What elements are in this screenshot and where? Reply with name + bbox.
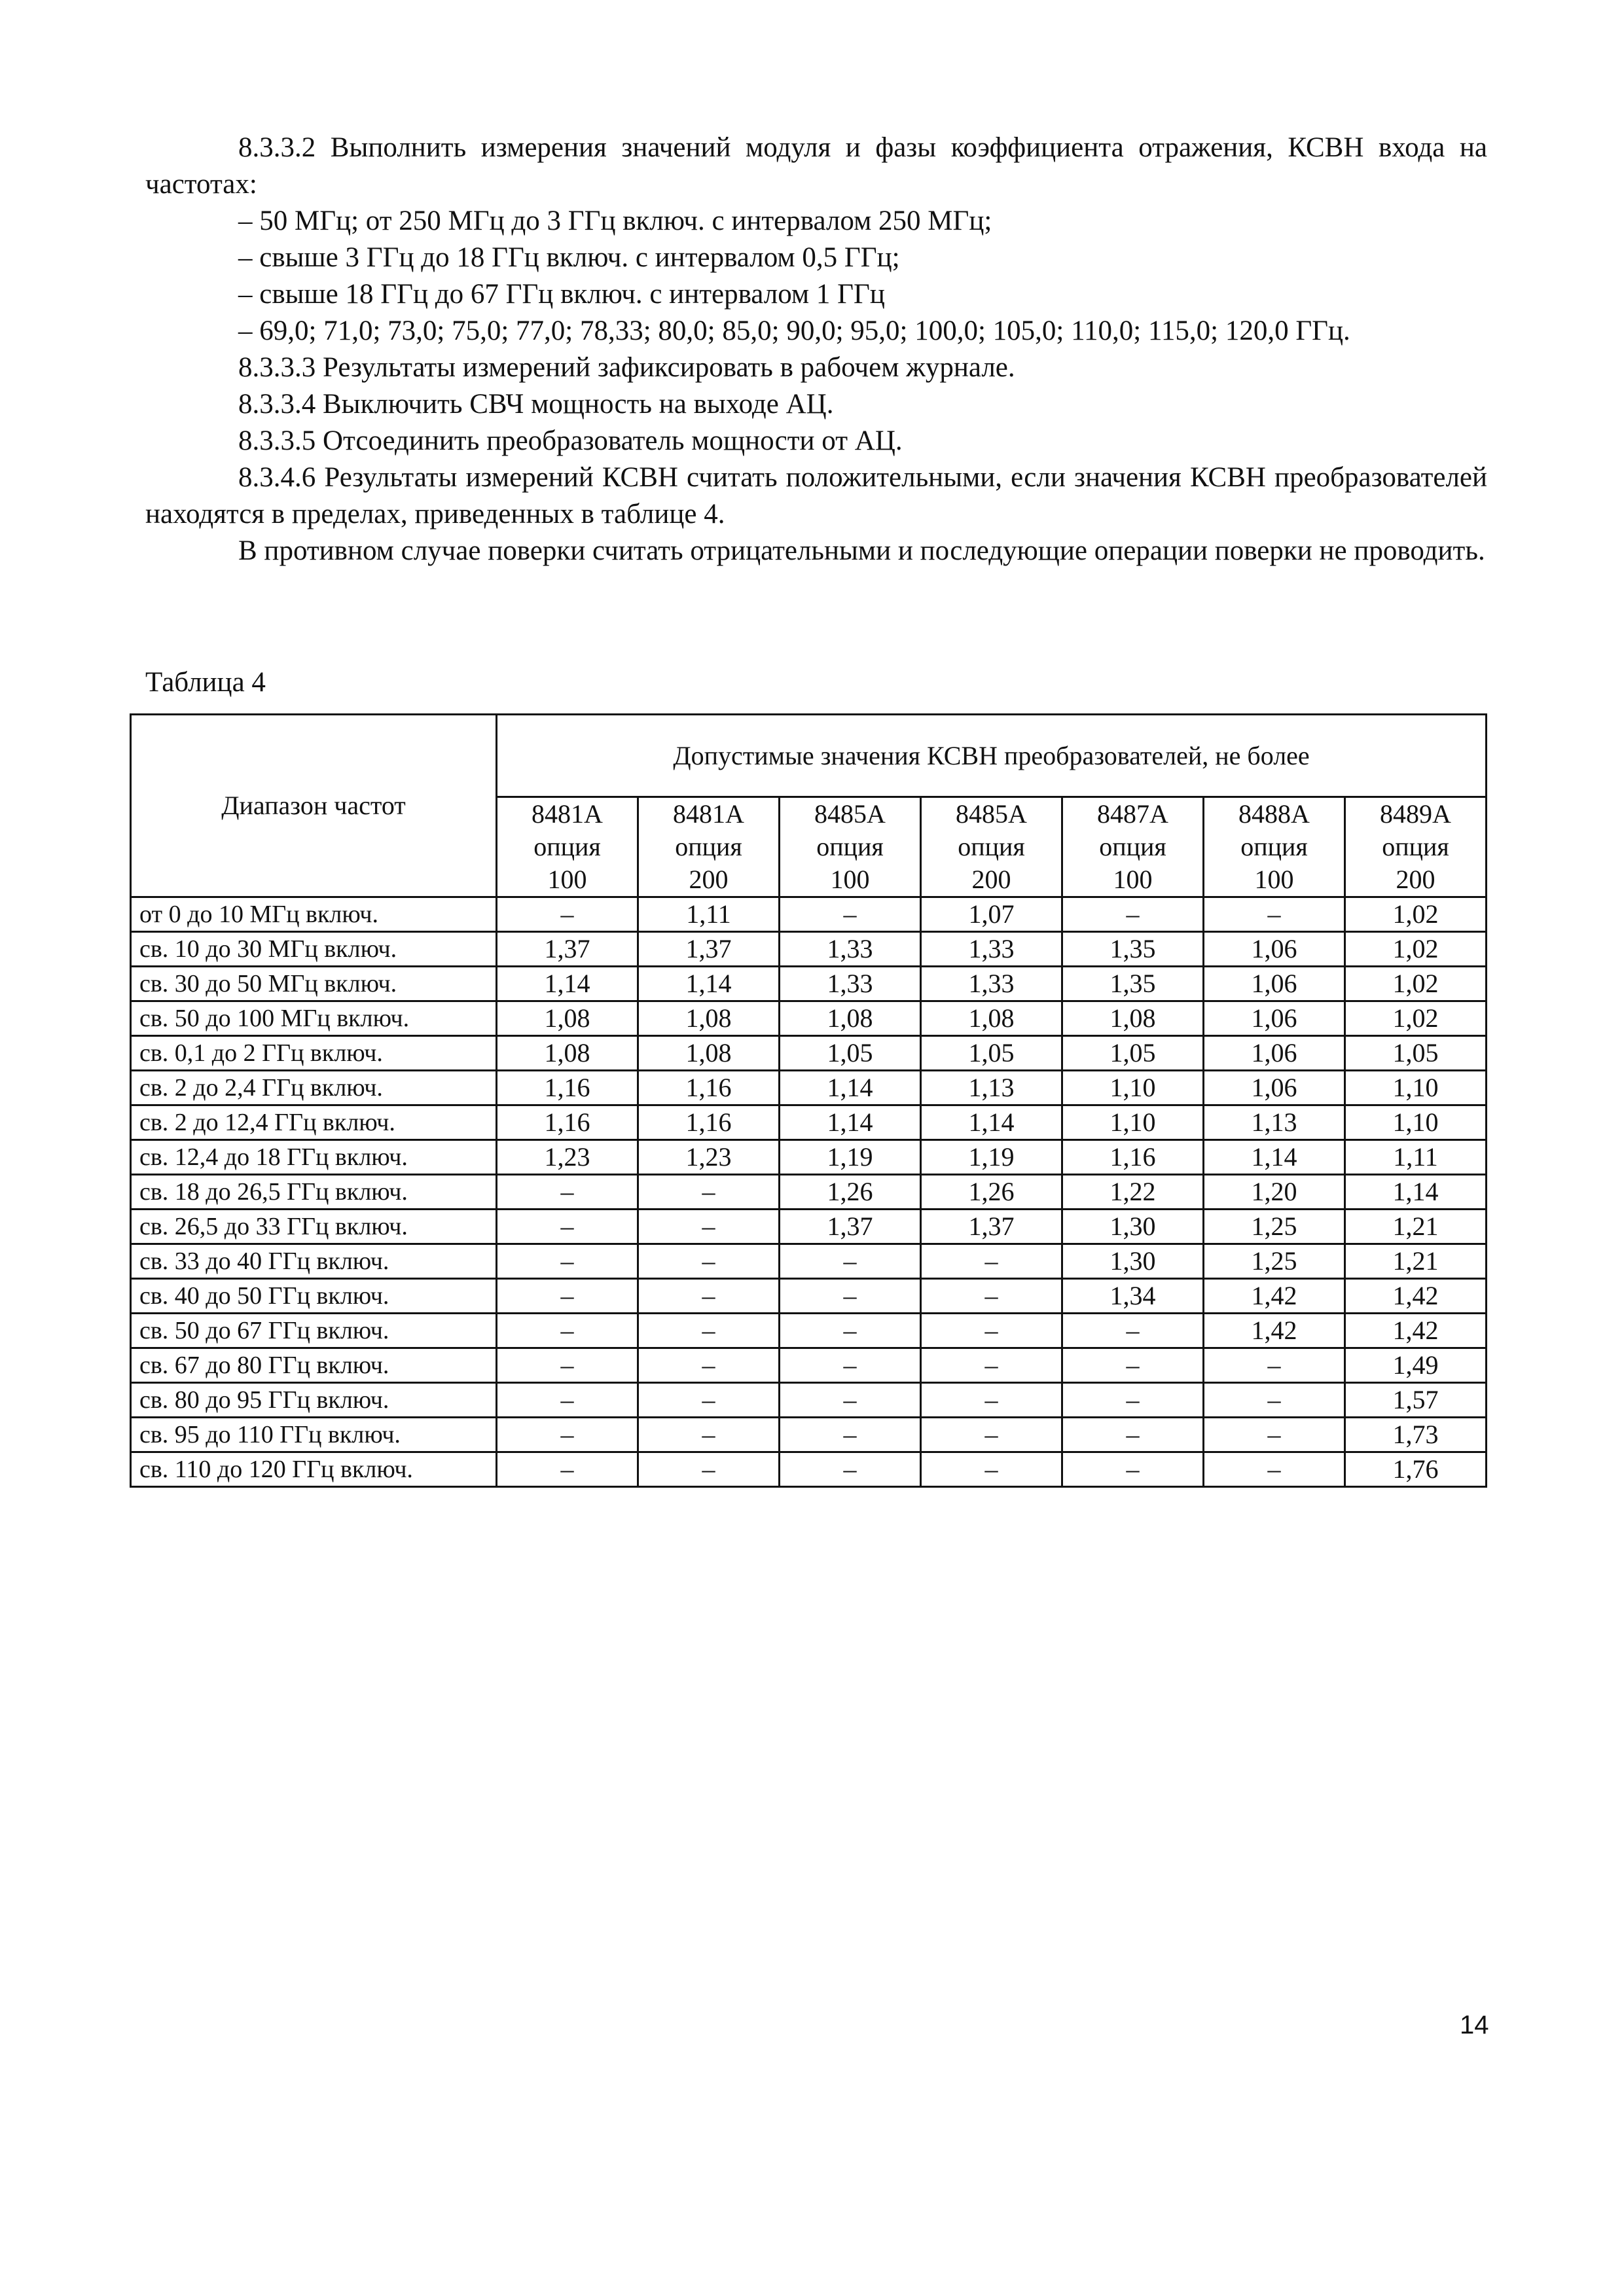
value-cell: 1,16 xyxy=(497,1105,638,1140)
list-item-2: – свыше 3 ГГц до 18 ГГц включ. с интервалом 0,5 ГГц; xyxy=(238,242,900,273)
model-header-option: опция xyxy=(1382,832,1449,861)
value-cell: – xyxy=(638,1279,780,1314)
range-cell: св. 110 до 120 ГГц включ. xyxy=(131,1452,497,1487)
range-column-header: Диапазон частот xyxy=(131,715,497,897)
table-row xyxy=(131,897,1487,932)
value-cell: 1,14 xyxy=(921,1105,1062,1140)
model-header xyxy=(1345,797,1487,897)
value-cell: – xyxy=(497,1210,638,1244)
value-cell: – xyxy=(780,1279,921,1314)
value-cell: 1,06 xyxy=(1204,1036,1345,1071)
value-cell: 1,13 xyxy=(921,1071,1062,1105)
value-cell: – xyxy=(780,1452,921,1487)
model-header xyxy=(638,797,780,897)
value-cell: 1,21 xyxy=(1345,1244,1487,1279)
range-cell: св. 40 до 50 ГГц включ. xyxy=(131,1279,497,1314)
list-item-3: – свыше 18 ГГц до 67 ГГц включ. с интервалом 1 ГГц xyxy=(238,279,885,310)
value-cell: 1,33 xyxy=(921,932,1062,967)
value-cell: – xyxy=(638,1314,780,1348)
list-item-1: – 50 МГц; от 250 МГц до 3 ГГц включ. с интервалом 250 МГц; xyxy=(238,206,992,236)
value-cell: 1,23 xyxy=(497,1140,638,1175)
value-cell: 1,42 xyxy=(1204,1314,1345,1348)
value-cell: 1,37 xyxy=(780,1210,921,1244)
paragraph-8-3-3-5: 8.3.3.5 Отсоединить преобразователь мощности от АЦ. xyxy=(238,425,903,456)
model-header-name: 8487A xyxy=(1097,799,1168,829)
value-cell: 1,37 xyxy=(638,932,780,967)
paragraph-8-3-3-4: 8.3.3.4 Выключить СВЧ мощность на выходе АЦ. xyxy=(238,389,834,420)
range-cell: св. 33 до 40 ГГц включ. xyxy=(131,1244,497,1279)
vswr-table xyxy=(130,713,1487,1488)
group-header: Допустимые значения КСВН преобразователей, не более xyxy=(497,715,1487,797)
value-cell: 1,19 xyxy=(921,1140,1062,1175)
value-cell: – xyxy=(497,1383,638,1418)
range-cell: св. 80 до 95 ГГц включ. xyxy=(131,1383,497,1418)
value-cell: 1,16 xyxy=(497,1071,638,1105)
value-cell: 1,30 xyxy=(1062,1210,1204,1244)
value-cell: – xyxy=(780,1383,921,1418)
value-cell: 1,05 xyxy=(921,1036,1062,1071)
value-cell: 1,42 xyxy=(1204,1279,1345,1314)
value-cell: 1,49 xyxy=(1345,1348,1487,1383)
value-cell: 1,73 xyxy=(1345,1418,1487,1452)
value-cell: – xyxy=(921,1244,1062,1279)
range-cell: св. 12,4 до 18 ГГц включ. xyxy=(131,1140,497,1175)
value-cell: – xyxy=(780,1314,921,1348)
value-cell: 1,14 xyxy=(497,967,638,1001)
range-cell: св. 0,1 до 2 ГГц включ. xyxy=(131,1036,497,1071)
value-cell: – xyxy=(497,1314,638,1348)
range-cell: св. 10 до 30 МГц включ. xyxy=(131,932,497,967)
model-header-name: 8488A xyxy=(1238,799,1310,829)
model-header xyxy=(921,797,1062,897)
value-cell: 1,16 xyxy=(638,1105,780,1140)
value-cell: – xyxy=(780,1418,921,1452)
model-header-name: 8485A xyxy=(814,799,886,829)
table-row xyxy=(131,1140,1487,1175)
value-cell: – xyxy=(497,1244,638,1279)
value-cell: 1,33 xyxy=(780,967,921,1001)
value-cell: – xyxy=(1062,1452,1204,1487)
value-cell: – xyxy=(497,1279,638,1314)
value-cell: 1,11 xyxy=(1345,1140,1487,1175)
value-cell: 1,08 xyxy=(497,1036,638,1071)
value-cell: 1,10 xyxy=(1062,1071,1204,1105)
range-cell: св. 95 до 110 ГГц включ. xyxy=(131,1418,497,1452)
value-cell: 1,08 xyxy=(638,1001,780,1036)
value-cell: 1,14 xyxy=(780,1105,921,1140)
model-header-code: 100 xyxy=(1113,865,1153,894)
value-cell: – xyxy=(638,1348,780,1383)
value-cell: – xyxy=(1062,1383,1204,1418)
table-row xyxy=(131,967,1487,1001)
body-text xyxy=(145,130,1487,569)
value-cell: 1,05 xyxy=(780,1036,921,1071)
value-cell: – xyxy=(638,1210,780,1244)
model-header-name: 8485A xyxy=(956,799,1027,829)
table-row xyxy=(131,1348,1487,1383)
value-cell: 1,37 xyxy=(497,932,638,967)
table-row xyxy=(131,1314,1487,1348)
table-row xyxy=(131,1279,1487,1314)
value-cell: 1,16 xyxy=(1062,1140,1204,1175)
value-cell: 1,02 xyxy=(1345,932,1487,967)
value-cell: – xyxy=(1062,1348,1204,1383)
value-cell: 1,14 xyxy=(638,967,780,1001)
page-number: 14 xyxy=(1460,2011,1489,2039)
value-cell: – xyxy=(638,1175,780,1210)
value-cell: 1,14 xyxy=(1345,1175,1487,1210)
range-cell: св. 2 до 2,4 ГГц включ. xyxy=(131,1071,497,1105)
value-cell: 1,34 xyxy=(1062,1279,1204,1314)
value-cell: – xyxy=(1204,897,1345,932)
table-row xyxy=(131,1105,1487,1140)
value-cell: 1,05 xyxy=(1345,1036,1487,1071)
model-header-code: 100 xyxy=(1254,865,1294,894)
table-row xyxy=(131,1001,1487,1036)
paragraph-8-3-3-2: 8.3.3.2 Выполнить измерения значений модуля и фазы коэффициента отражения, КСВН входа на частотах: xyxy=(145,132,1487,200)
value-cell: – xyxy=(497,1175,638,1210)
value-cell: – xyxy=(497,1348,638,1383)
model-header-option: опция xyxy=(675,832,742,861)
model-header-option: опция xyxy=(1240,832,1308,861)
model-header-code: 100 xyxy=(830,865,870,894)
model-header-name: 8481A xyxy=(532,799,603,829)
value-cell: 1,13 xyxy=(1204,1105,1345,1140)
value-cell: 1,30 xyxy=(1062,1244,1204,1279)
table-row xyxy=(131,1244,1487,1279)
paragraph-8-3-4-6: 8.3.4.6 Результаты измерений КСВН считать положительными, если значения КСВН преобразователей находятся в пределах, приведенных в таблице 4. xyxy=(145,462,1487,529)
table-row xyxy=(131,1418,1487,1452)
model-header-code: 200 xyxy=(1396,865,1435,894)
range-cell: св. 50 до 67 ГГц включ. xyxy=(131,1314,497,1348)
range-cell: св. 67 до 80 ГГц включ. xyxy=(131,1348,497,1383)
value-cell: 1,08 xyxy=(497,1001,638,1036)
value-cell: – xyxy=(497,1418,638,1452)
value-cell: 1,07 xyxy=(921,897,1062,932)
value-cell: 1,76 xyxy=(1345,1452,1487,1487)
value-cell: 1,35 xyxy=(1062,932,1204,967)
value-cell: 1,33 xyxy=(780,932,921,967)
value-cell: 1,06 xyxy=(1204,1001,1345,1036)
value-cell: 1,02 xyxy=(1345,1001,1487,1036)
value-cell: – xyxy=(921,1348,1062,1383)
table-row xyxy=(131,1383,1487,1418)
value-cell: – xyxy=(1062,897,1204,932)
value-cell: 1,23 xyxy=(638,1140,780,1175)
paragraph-otherwise: В противном случае поверки считать отрицательными и последующие операции поверки не проводить. xyxy=(238,535,1485,566)
value-cell: – xyxy=(1204,1348,1345,1383)
value-cell: – xyxy=(921,1314,1062,1348)
model-header-option: опция xyxy=(958,832,1025,861)
value-cell: 1,06 xyxy=(1204,967,1345,1001)
value-cell: – xyxy=(1062,1314,1204,1348)
model-header-option: опция xyxy=(533,832,601,861)
table-row xyxy=(131,1036,1487,1071)
value-cell: – xyxy=(1062,1418,1204,1452)
value-cell: 1,05 xyxy=(1062,1036,1204,1071)
value-cell: 1,10 xyxy=(1062,1105,1204,1140)
value-cell: 1,02 xyxy=(1345,967,1487,1001)
table-row xyxy=(131,1452,1487,1487)
value-cell: – xyxy=(1204,1383,1345,1418)
value-cell: – xyxy=(638,1418,780,1452)
range-cell: св. 30 до 50 МГц включ. xyxy=(131,967,497,1001)
value-cell: 1,10 xyxy=(1345,1105,1487,1140)
value-cell: – xyxy=(638,1452,780,1487)
range-cell: от 0 до 10 МГц включ. xyxy=(131,897,497,932)
value-cell: – xyxy=(638,1244,780,1279)
model-header-name: 8489A xyxy=(1380,799,1451,829)
model-header-option: опция xyxy=(1099,832,1166,861)
value-cell: 1,02 xyxy=(1345,897,1487,932)
range-cell: св. 26,5 до 33 ГГц включ. xyxy=(131,1210,497,1244)
model-header xyxy=(1204,797,1345,897)
table-row xyxy=(131,932,1487,967)
value-cell: 1,08 xyxy=(1062,1001,1204,1036)
value-cell: 1,08 xyxy=(921,1001,1062,1036)
model-header-code: 200 xyxy=(971,865,1011,894)
model-header-name: 8481A xyxy=(673,799,744,829)
value-cell: – xyxy=(921,1418,1062,1452)
value-cell: 1,57 xyxy=(1345,1383,1487,1418)
value-cell: 1,25 xyxy=(1204,1244,1345,1279)
value-cell: – xyxy=(1204,1452,1345,1487)
value-cell: – xyxy=(921,1279,1062,1314)
value-cell: 1,26 xyxy=(780,1175,921,1210)
value-cell: 1,22 xyxy=(1062,1175,1204,1210)
table-row xyxy=(131,1210,1487,1244)
value-cell: – xyxy=(780,1244,921,1279)
value-cell: 1,11 xyxy=(638,897,780,932)
range-cell: св. 50 до 100 МГц включ. xyxy=(131,1001,497,1036)
value-cell: – xyxy=(1204,1418,1345,1452)
range-cell: св. 2 до 12,4 ГГц включ. xyxy=(131,1105,497,1140)
value-cell: – xyxy=(780,897,921,932)
value-cell: 1,08 xyxy=(638,1036,780,1071)
value-cell: – xyxy=(497,1452,638,1487)
value-cell: 1,33 xyxy=(921,967,1062,1001)
value-cell: – xyxy=(780,1348,921,1383)
value-cell: – xyxy=(921,1452,1062,1487)
table-row xyxy=(131,1175,1487,1210)
value-cell: – xyxy=(921,1383,1062,1418)
list-item-4: – 69,0; 71,0; 73,0; 75,0; 77,0; 78,33; 80,0; 85,0; 90,0; 95,0; 100,0; 105,0; 110,0; 115,0; 120,0 ГГц. xyxy=(238,315,1350,346)
value-cell: 1,19 xyxy=(780,1140,921,1175)
model-header-option: опция xyxy=(816,832,884,861)
model-header xyxy=(497,797,638,897)
model-header xyxy=(1062,797,1204,897)
value-cell: – xyxy=(497,897,638,932)
table-caption: Таблица 4 xyxy=(145,667,266,698)
value-cell: 1,10 xyxy=(1345,1071,1487,1105)
value-cell: 1,08 xyxy=(780,1001,921,1036)
value-cell: 1,14 xyxy=(1204,1140,1345,1175)
value-cell: 1,14 xyxy=(780,1071,921,1105)
value-cell: 1,35 xyxy=(1062,967,1204,1001)
value-cell: 1,42 xyxy=(1345,1314,1487,1348)
model-header xyxy=(780,797,921,897)
value-cell: 1,25 xyxy=(1204,1210,1345,1244)
value-cell: 1,37 xyxy=(921,1210,1062,1244)
model-header-code: 100 xyxy=(547,865,587,894)
value-cell: 1,26 xyxy=(921,1175,1062,1210)
value-cell: 1,21 xyxy=(1345,1210,1487,1244)
table-row xyxy=(131,1071,1487,1105)
value-cell: 1,06 xyxy=(1204,932,1345,967)
value-cell: 1,20 xyxy=(1204,1175,1345,1210)
value-cell: 1,06 xyxy=(1204,1071,1345,1105)
value-cell: – xyxy=(638,1383,780,1418)
value-cell: 1,42 xyxy=(1345,1279,1487,1314)
model-header-code: 200 xyxy=(689,865,729,894)
value-cell: 1,16 xyxy=(638,1071,780,1105)
paragraph-8-3-3-3: 8.3.3.3 Результаты измерений зафиксировать в рабочем журнале. xyxy=(238,352,1015,383)
range-cell: св. 18 до 26,5 ГГц включ. xyxy=(131,1175,497,1210)
